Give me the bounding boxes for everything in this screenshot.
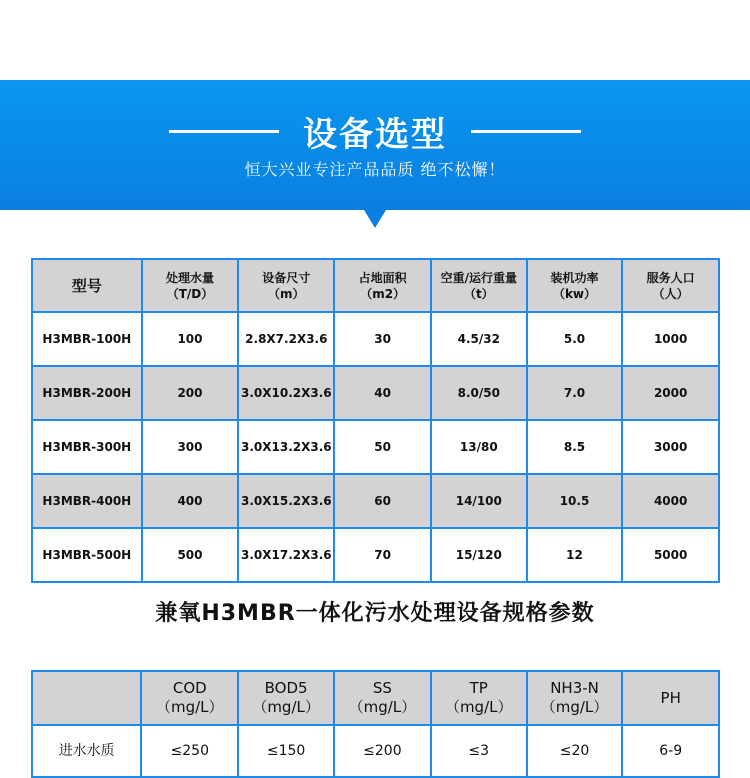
spec-header-population-label: 服务人口	[646, 270, 695, 285]
quality-header-bod5-label: BOD5	[264, 679, 308, 697]
quality-header-nh3n	[527, 671, 623, 725]
banner-pointer	[364, 210, 386, 228]
spec-header-capacity	[142, 259, 239, 312]
quality-header-cod-unit: （mg/L）	[156, 698, 224, 716]
quality-header-tp-unit: （mg/L）	[444, 698, 513, 716]
size-cell: 3.0X17.2X3.6	[238, 528, 334, 582]
spec-header-area-label: 占地面积	[358, 270, 407, 285]
area-cell: 30	[334, 312, 431, 366]
spec-header-weight	[431, 259, 527, 312]
quality-header-bod5-unit: （mg/L）	[252, 698, 320, 716]
banner-title: 设备选型	[303, 114, 447, 155]
spec-table-caption: 兼氧H3MBR一体化污水处理设备规格参数	[155, 601, 595, 626]
bod5-cell: ≤150	[238, 725, 334, 777]
capacity-cell: 300	[142, 420, 239, 474]
capacity-cell: 200	[142, 366, 239, 420]
spec-header-power	[527, 259, 623, 312]
size-cell: 2.8X7.2X3.6	[238, 312, 334, 366]
size-cell: 3.0X15.2X3.6	[238, 474, 334, 528]
ph-cell: 6-9	[622, 725, 719, 777]
power-cell: 8.5	[527, 420, 623, 474]
banner-title-row	[0, 108, 750, 154]
weight-cell: 15/120	[431, 528, 527, 582]
table-row	[32, 725, 719, 777]
spec-table	[31, 258, 720, 583]
model-cell: H3MBR-200H	[32, 366, 142, 420]
weight-cell: 8.0/50	[431, 366, 527, 420]
water-quality-table	[31, 670, 720, 778]
power-cell: 7.0	[527, 366, 623, 420]
spec-header-area-unit: （m2）	[360, 286, 406, 301]
capacity-cell: 100	[142, 312, 239, 366]
spec-header-size-label: 设备尺寸	[262, 270, 311, 285]
banner-subtitle: 恒大兴业专注产品品质 绝不松懈！	[244, 160, 506, 179]
capacity-cell: 500	[142, 528, 239, 582]
spec-header-capacity-label: 处理水量	[165, 270, 214, 285]
spec-header-model	[32, 259, 142, 312]
quality-header-nh3n-unit: （mg/L）	[540, 698, 609, 716]
population-cell: 5000	[622, 528, 719, 582]
spec-header-size-unit: （m）	[268, 286, 305, 301]
weight-cell: 13/80	[431, 420, 527, 474]
spec-header-population-unit: （人）	[652, 286, 689, 301]
spec-header-power-unit: （kw）	[552, 286, 597, 301]
power-cell: 5.0	[527, 312, 623, 366]
size-cell: 3.0X13.2X3.6	[238, 420, 334, 474]
spec-header-capacity-unit: （T/D）	[166, 286, 214, 301]
weight-cell: 14/100	[431, 474, 527, 528]
quality-header-cod	[141, 671, 238, 725]
quality-header-ss-unit: （mg/L）	[348, 698, 417, 716]
spec-header-population	[622, 259, 719, 312]
quality-header-ph	[622, 671, 719, 725]
quality-header-ss-label: SS	[372, 679, 392, 697]
title-line-left	[169, 130, 279, 133]
weight-cell: 4.5/32	[431, 312, 527, 366]
title-line-right	[471, 130, 581, 133]
spec-table-header-row	[32, 259, 719, 312]
nh3n-cell: ≤20	[527, 725, 623, 777]
power-cell: 10.5	[527, 474, 623, 528]
quality-header-ss	[334, 671, 431, 725]
cod-cell: ≤250	[141, 725, 238, 777]
area-cell: 70	[334, 528, 431, 582]
quality-header-tp-label: TP	[469, 679, 488, 697]
quality-row-label: 进水水质	[32, 725, 141, 777]
quality-table-header-row	[32, 671, 719, 725]
population-cell: 2000	[622, 366, 719, 420]
quality-header-bod5	[238, 671, 334, 725]
spec-header-weight-unit: （t）	[463, 286, 494, 301]
spec-header-size	[238, 259, 334, 312]
population-cell: 1000	[622, 312, 719, 366]
quality-header-cod-label: COD	[172, 679, 207, 697]
quality-header-tp	[431, 671, 527, 725]
area-cell: 40	[334, 366, 431, 420]
tp-cell: ≤3	[431, 725, 527, 777]
table-row	[32, 420, 719, 474]
spec-header-power-label: 装机功率	[550, 270, 599, 285]
model-cell: H3MBR-300H	[32, 420, 142, 474]
quality-header-ph-label: PH	[660, 688, 681, 707]
model-cell: H3MBR-400H	[32, 474, 142, 528]
spec-header-area	[334, 259, 431, 312]
quality-header-nh3n-label: NH3-N	[550, 679, 599, 697]
model-cell: H3MBR-500H	[32, 528, 142, 582]
capacity-cell: 400	[142, 474, 239, 528]
table-row	[32, 312, 719, 366]
table-row	[32, 474, 719, 528]
spec-header-model-label: 型号	[71, 276, 102, 295]
area-cell: 60	[334, 474, 431, 528]
size-cell: 3.0X10.2X3.6	[238, 366, 334, 420]
ss-cell: ≤200	[334, 725, 431, 777]
quality-header-blank	[32, 671, 141, 725]
table-row	[32, 528, 719, 582]
model-cell: H3MBR-100H	[32, 312, 142, 366]
population-cell: 3000	[622, 420, 719, 474]
power-cell: 12	[527, 528, 623, 582]
spec-header-weight-label: 空重/运行重量	[440, 270, 517, 285]
table-row	[32, 366, 719, 420]
area-cell: 50	[334, 420, 431, 474]
population-cell: 4000	[622, 474, 719, 528]
